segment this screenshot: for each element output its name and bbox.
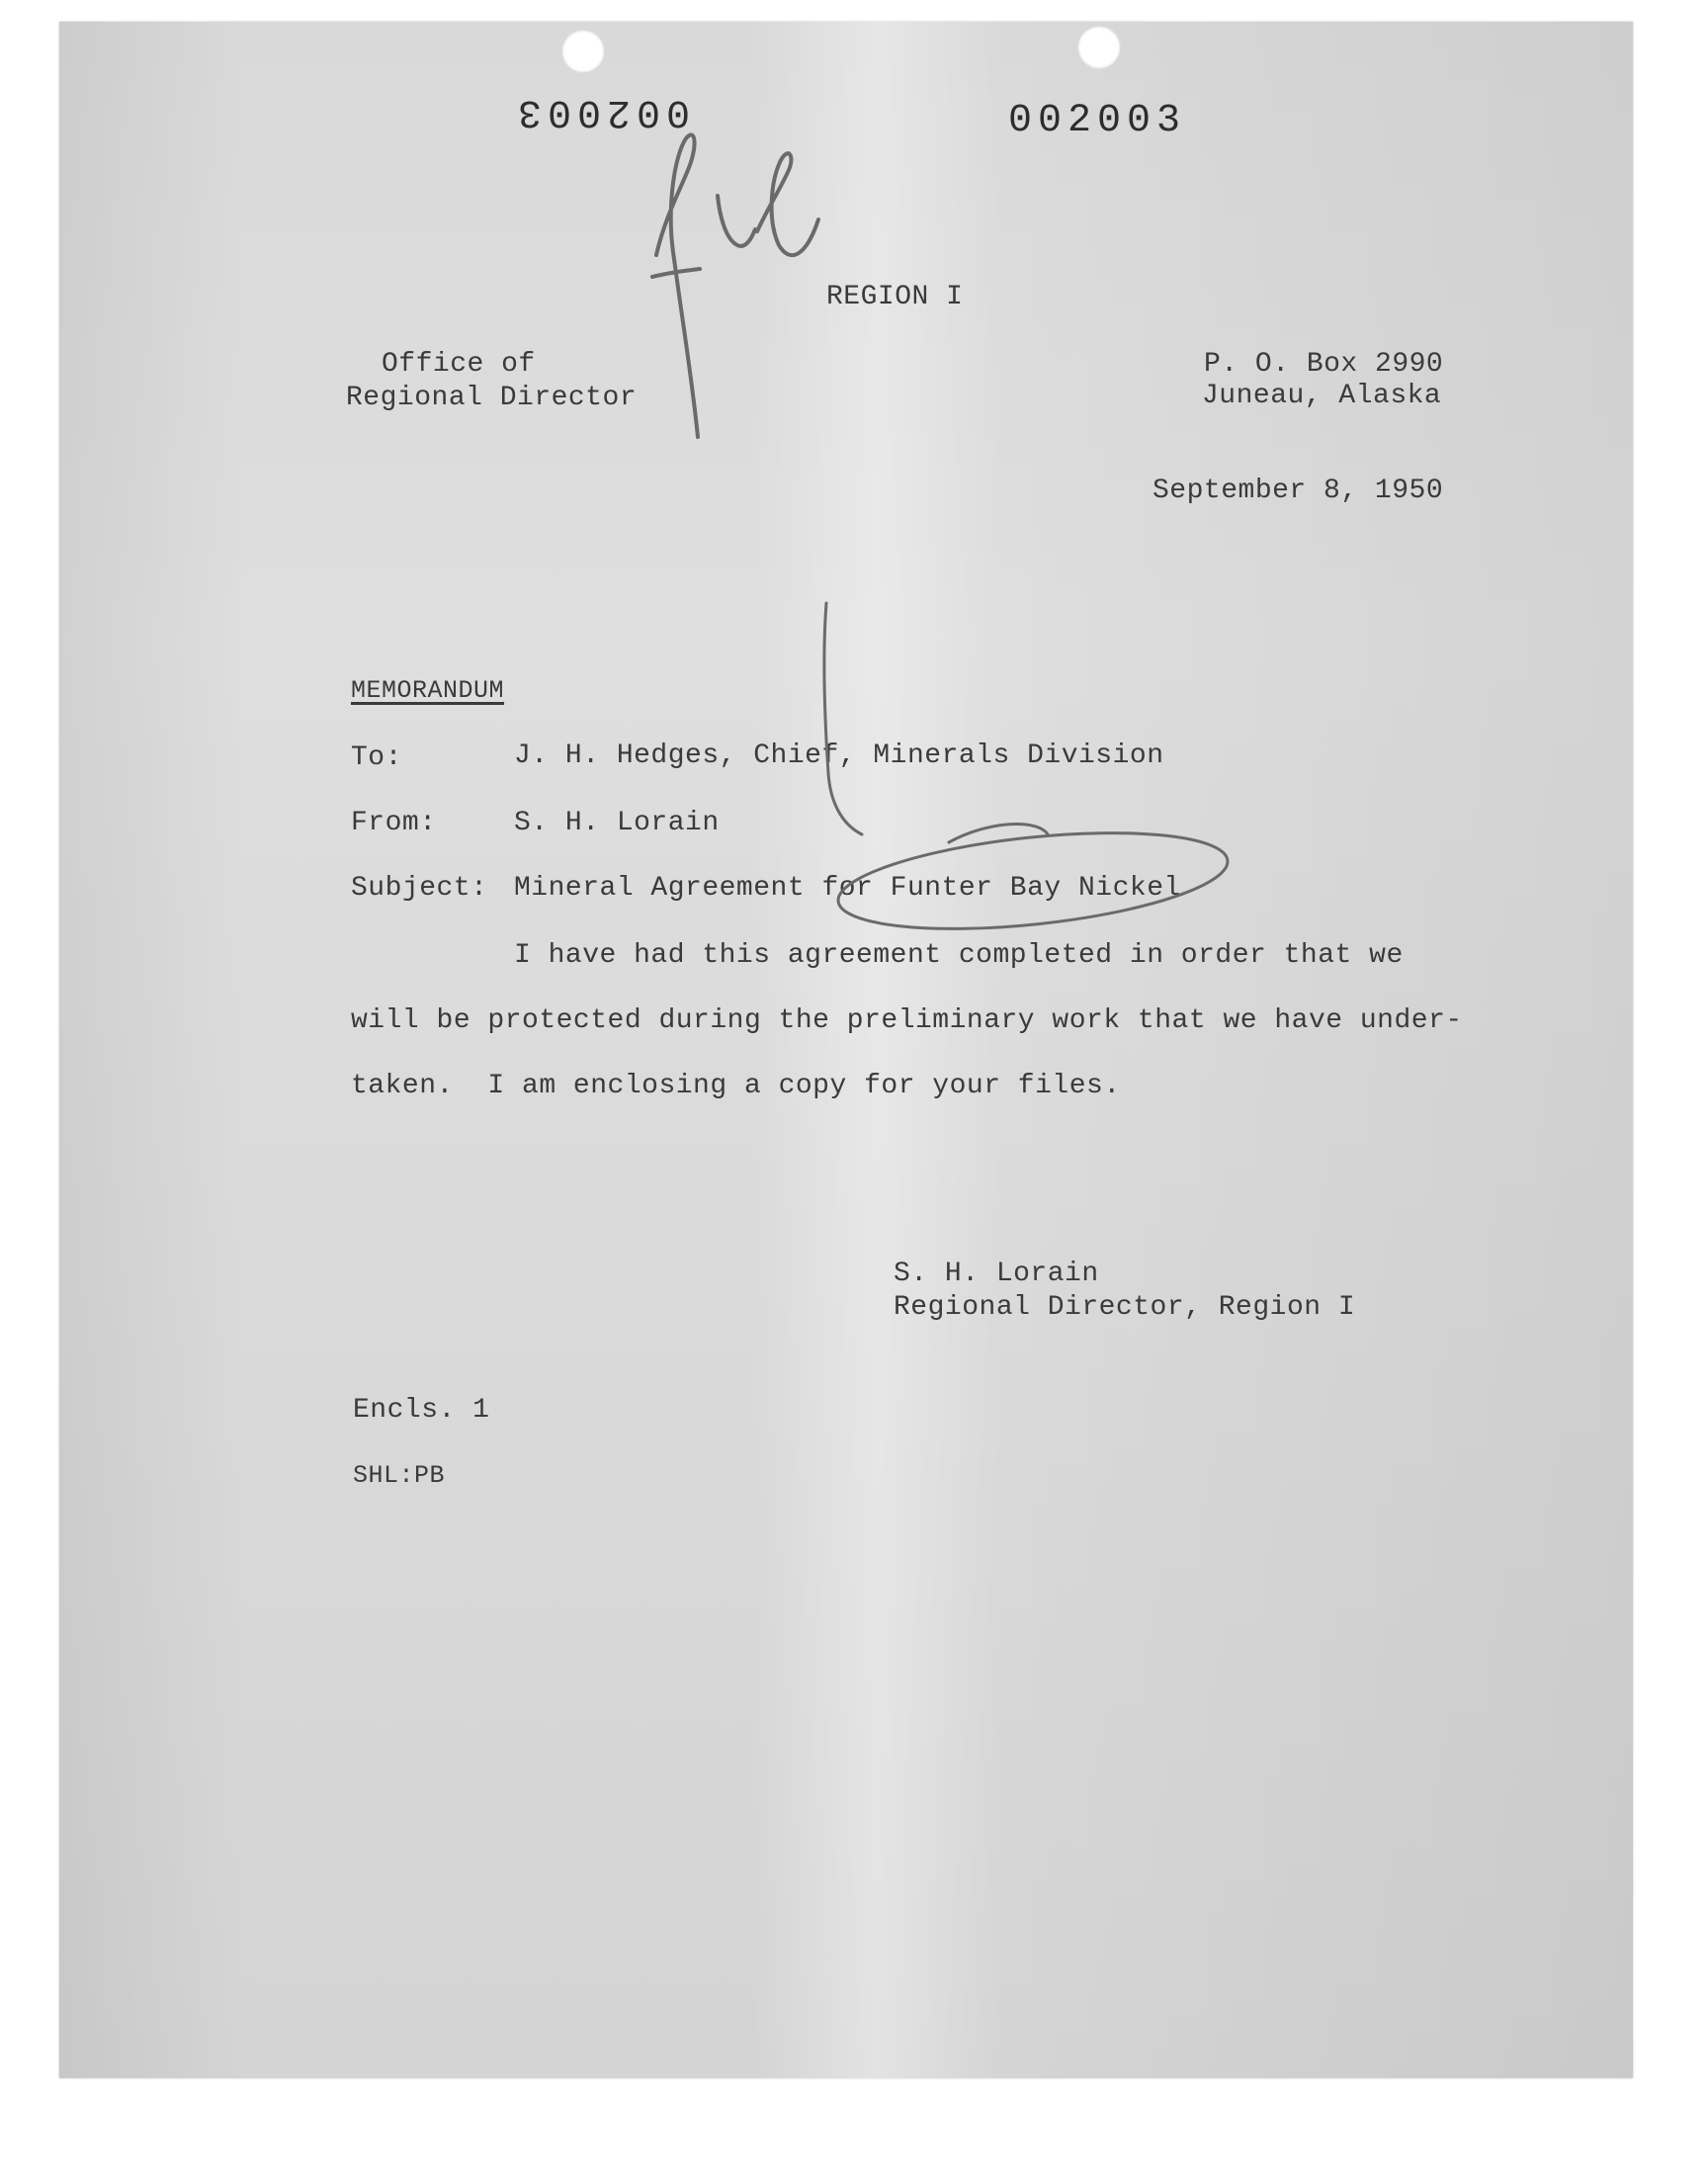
- pencil-markings: [59, 22, 1633, 2078]
- memo-heading: MEMORANDUM: [351, 676, 505, 705]
- body-line-3: taken. I am enclosing a copy for your files.: [351, 1071, 1121, 1101]
- signature-name: S. H. Lorain: [894, 1259, 1099, 1289]
- circle-tail-mark: [949, 825, 1048, 842]
- signature-title: Regional Director, Region I: [894, 1292, 1356, 1323]
- office-line-1: Office of: [382, 349, 536, 380]
- typist-initials: SHL:PB: [353, 1461, 446, 1490]
- handwritten-file-annotation: [652, 134, 818, 437]
- body-line-1: I have had this agreement completed in order that we: [514, 940, 1404, 971]
- memo-date: September 8, 1950: [1153, 476, 1444, 506]
- enclosures-note: Encls. 1: [353, 1395, 490, 1426]
- subject-value: Mineral Agreement for Funter Bay Nickel: [514, 873, 1181, 904]
- memo-page: [59, 22, 1633, 2078]
- from-value: S. H. Lorain: [514, 808, 720, 838]
- body-line-2: will be protected during the preliminary work that we have under-: [351, 1005, 1463, 1036]
- inverted-stamp-number: 002003: [512, 89, 691, 133]
- region-heading: REGION I: [826, 282, 964, 312]
- office-line-2: Regional Director: [346, 383, 638, 413]
- to-label: To:: [351, 742, 402, 773]
- address-line-2: Juneau, Alaska: [1202, 381, 1442, 411]
- address-line-1: P. O. Box 2990: [1204, 349, 1444, 380]
- pencil-line-mark: [824, 603, 862, 834]
- from-label: From:: [351, 808, 437, 838]
- subject-label: Subject:: [351, 873, 488, 904]
- stamp-number: 002003: [1008, 99, 1187, 143]
- punch-hole-right: [1077, 26, 1121, 69]
- to-value: J. H. Hedges, Chief, Minerals Division: [514, 740, 1164, 771]
- punch-hole-left: [561, 30, 605, 73]
